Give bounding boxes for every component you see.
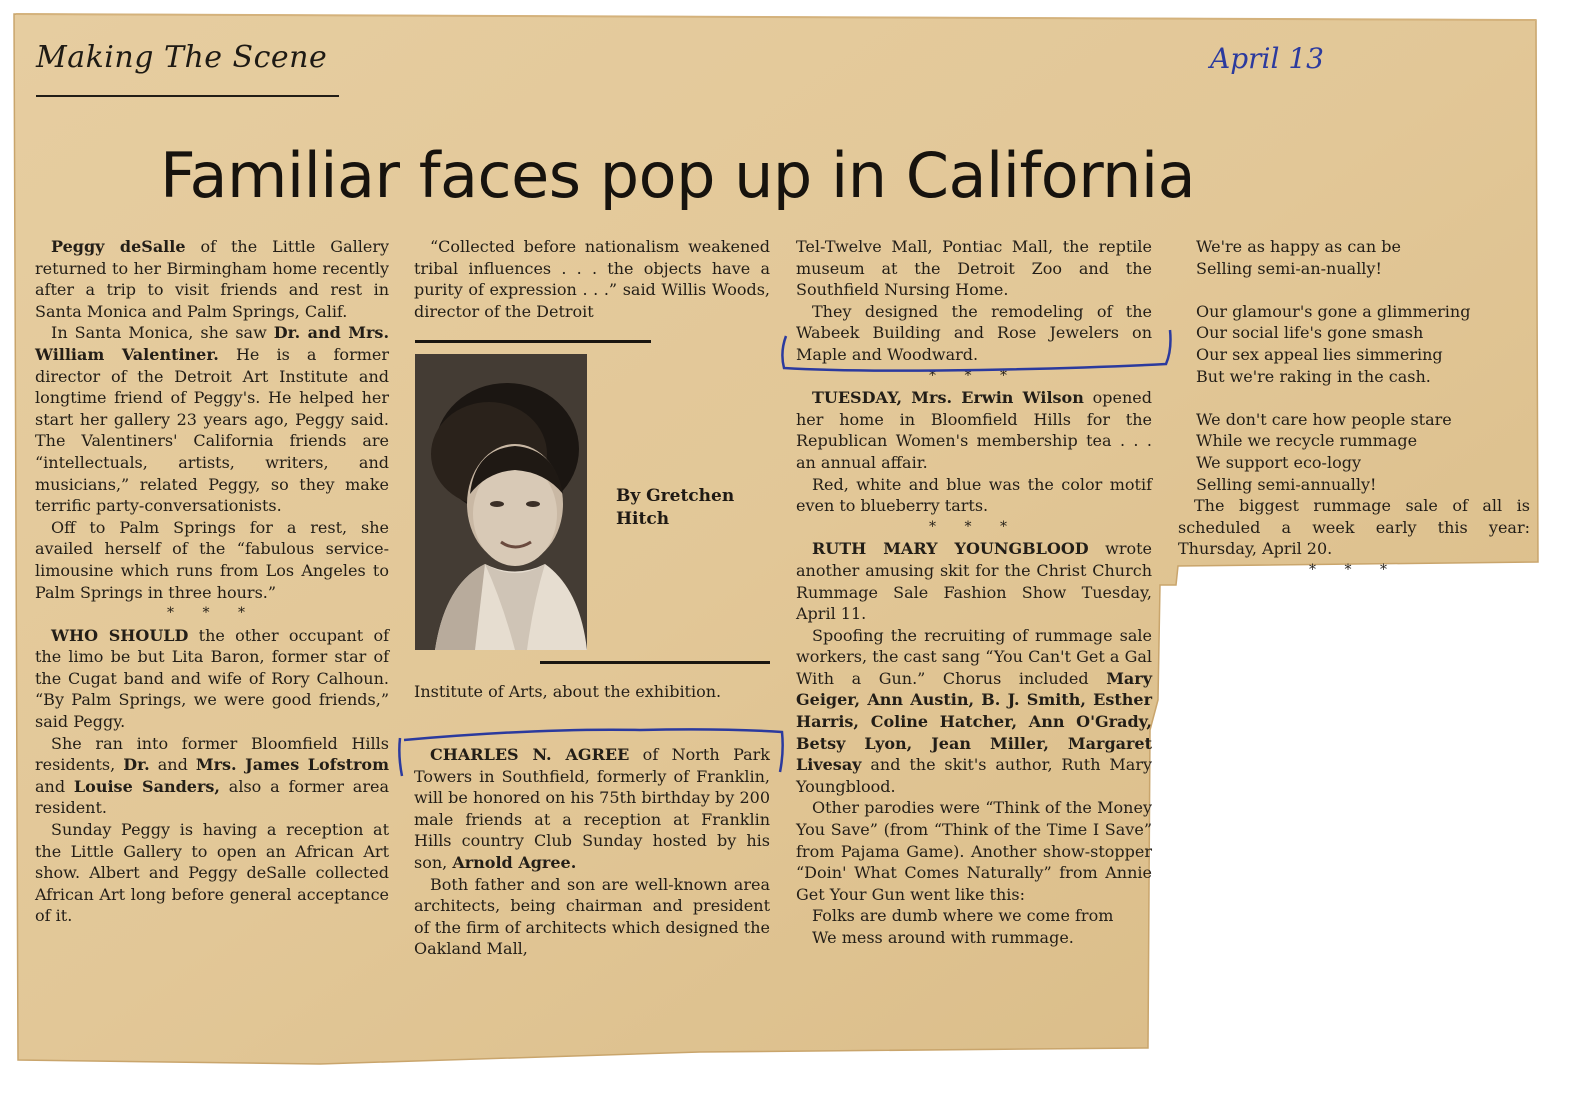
bold-name: Arnold Agree. <box>452 852 577 872</box>
portrait-illustration <box>415 354 587 650</box>
paragraph <box>796 625 1152 798</box>
text: In Santa Monica, she saw <box>51 323 274 343</box>
paragraph <box>35 733 389 819</box>
bold-lead: TUESDAY, <box>812 388 903 408</box>
paragraph <box>796 387 1152 473</box>
text: of the Little Gallery returned to her Birmingham home recently after a trip to visit friends and rest in Santa Monica and Palm Springs, Calif. <box>35 237 390 321</box>
bold-lead: CHARLES N. AGREE <box>430 745 630 764</box>
verse-line: Selling semi-an-nually! <box>1196 258 1382 278</box>
headline: Familiar faces pop up in California <box>160 139 1196 212</box>
text: Spoofing the recruiting of rummage sale workers, the cast sang “You Can't Get a Gal With a Gun.” Chorus included <box>796 625 1152 688</box>
verse-line: While we recycle rummage <box>1196 431 1418 451</box>
bold-name: Peggy deSalle <box>51 237 186 256</box>
text: opened her home in Bloomfield Hills for the Republican Women's membership tea . . . an annual affair. <box>796 388 1152 472</box>
section-separator: * * * <box>929 367 1019 384</box>
article-column-2-top <box>414 236 770 322</box>
article-column-3 <box>796 236 1152 949</box>
verse-line: Our glamour's gone a glimmering <box>1196 301 1471 321</box>
paragraph: Off to Palm Springs for a rest, she availed herself of the “fabulous service-limousine which runs from Los Angeles to Palm Springs in three hours.” <box>35 517 389 602</box>
bold-name: Louise Sanders, <box>73 776 220 796</box>
text: wrote another amusing skit for the Christ Church Rummage Sale Fashion Show Tuesday, April 11. <box>796 539 1152 624</box>
handwritten-date: April 13 <box>1210 42 1324 75</box>
paragraph: Institute of Arts, about the exhibition. <box>414 682 722 701</box>
masthead-title: Making The Scene <box>36 40 328 75</box>
text: and the skit's author, Ruth Mary Youngblood. <box>796 755 1152 796</box>
verse-line: Folks are dumb where we come from <box>812 906 1114 926</box>
paragraph: Tel-Twelve Mall, Pontiac Mall, the reptile museum at the Detroit Zoo and the Southfield Nursing Home. <box>796 237 1152 300</box>
verse-line: Our social life's gone smash <box>1196 323 1424 343</box>
paragraph <box>35 625 389 733</box>
section-separator: * * * <box>929 518 1019 535</box>
paragraph <box>414 744 770 874</box>
paragraph: Both father and son are well-known area architects, being chairman and president of the firm of architects which designed the Oakland Mall, <box>414 874 770 959</box>
section-separator: * * * <box>1309 561 1399 578</box>
paragraph: Red, white and blue was the color motif even to blueberry tarts. <box>796 474 1152 516</box>
bold-name: Dr. <box>123 755 150 775</box>
bold-name-list: Mary Geiger, Ann Austin, B. J. Smith, Esther Harris, Coline Hatcher, Ann O'Grady, Betsy Lyon, Jean Miller, Margaret Livesay <box>796 668 1152 775</box>
paragraph: Other parodies were “Think of the Money You Save” (from “Think of the Time I Save” from Pajama Game). Another show-stopper “Doin' What Comes Naturally” from Annie Get Your Gun went like this: <box>796 798 1152 904</box>
stanza-gap <box>1178 387 1530 409</box>
verse-line: We support eco-logy <box>1196 452 1361 472</box>
paragraph <box>35 236 389 322</box>
text: of North Park Towers in Southfield, formerly of Franklin, will be honored on his 75th birthday by 200 male friends at a reception at Franklin Hills country Club Sunday hosted by his son, <box>414 745 770 872</box>
stanza-gap <box>1178 279 1530 301</box>
text: She ran into former Bloomfield Hills residents, <box>35 733 389 775</box>
portrait-photo <box>415 354 587 650</box>
verse-line: We're as happy as can be <box>1196 237 1401 256</box>
verse-line: We don't care how people stare <box>1196 409 1452 429</box>
text: He is a former director of the Detroit Art Institute and longtime friend of Peggy's. He helped her start her gallery 23 years ago, Peggy said. The Valentiners' California friends are “intellectuals, artists, writers, and musicians,” related Peggy, so they make terrific party-conversationists. <box>35 344 390 516</box>
photo-bottom-rule <box>540 661 770 664</box>
paragraph: Sunday Peggy is having a reception at the Little Gallery to open an African Art show. Albert and Peggy deSalle collected African Art long before general acceptance of it. <box>35 820 389 926</box>
text: and <box>149 755 196 775</box>
byline: By Gretchen Hitch <box>616 486 735 529</box>
verse-line: Our sex appeal lies simmering <box>1196 344 1443 364</box>
section-separator: * * * <box>167 605 257 622</box>
paragraph: “Collected before nationalism weakened tribal influences . . . the objects have a purity of expression . . .” said Willis Woods, director of the Detroit <box>414 237 770 321</box>
article-column-2-middle <box>414 681 770 703</box>
paragraph: The biggest rummage sale of all is scheduled a week early this year: Thursday, April 20. <box>1178 496 1530 559</box>
verse-line: Selling semi-annually! <box>1196 474 1377 494</box>
article-column-2-bottom <box>414 744 770 960</box>
bold-lead: RUTH MARY YOUNGBLOOD <box>812 539 1089 559</box>
bold-lead: WHO SHOULD <box>51 625 189 645</box>
bold-name: Mrs. Erwin Wilson <box>902 388 1084 408</box>
paragraph <box>35 322 389 516</box>
text: the other occupant of the limo be but Lita Baron, former star of the Cugat band and wife of Rory Calhoun. “By Palm Springs, we were good friends,” said Peggy. <box>35 625 389 732</box>
bold-name: Mrs. James Lofstrom <box>195 755 389 775</box>
article-column-1 <box>35 236 389 927</box>
article-column-4 <box>1178 236 1530 582</box>
masthead-rule <box>36 95 339 97</box>
paragraph <box>796 538 1152 624</box>
verse-line: But we're raking in the cash. <box>1196 366 1431 386</box>
bold-name: Dr. and Mrs. William Valentiner. <box>35 323 390 364</box>
photo-top-rule <box>415 340 651 343</box>
text: and <box>35 776 74 796</box>
text: also a former area resident. <box>35 776 390 818</box>
verse-line: We mess around with rummage. <box>812 928 1074 947</box>
paragraph: They designed the remodeling of the Wabeek Building and Rose Jewelers on Maple and Woodward. <box>796 301 1152 364</box>
